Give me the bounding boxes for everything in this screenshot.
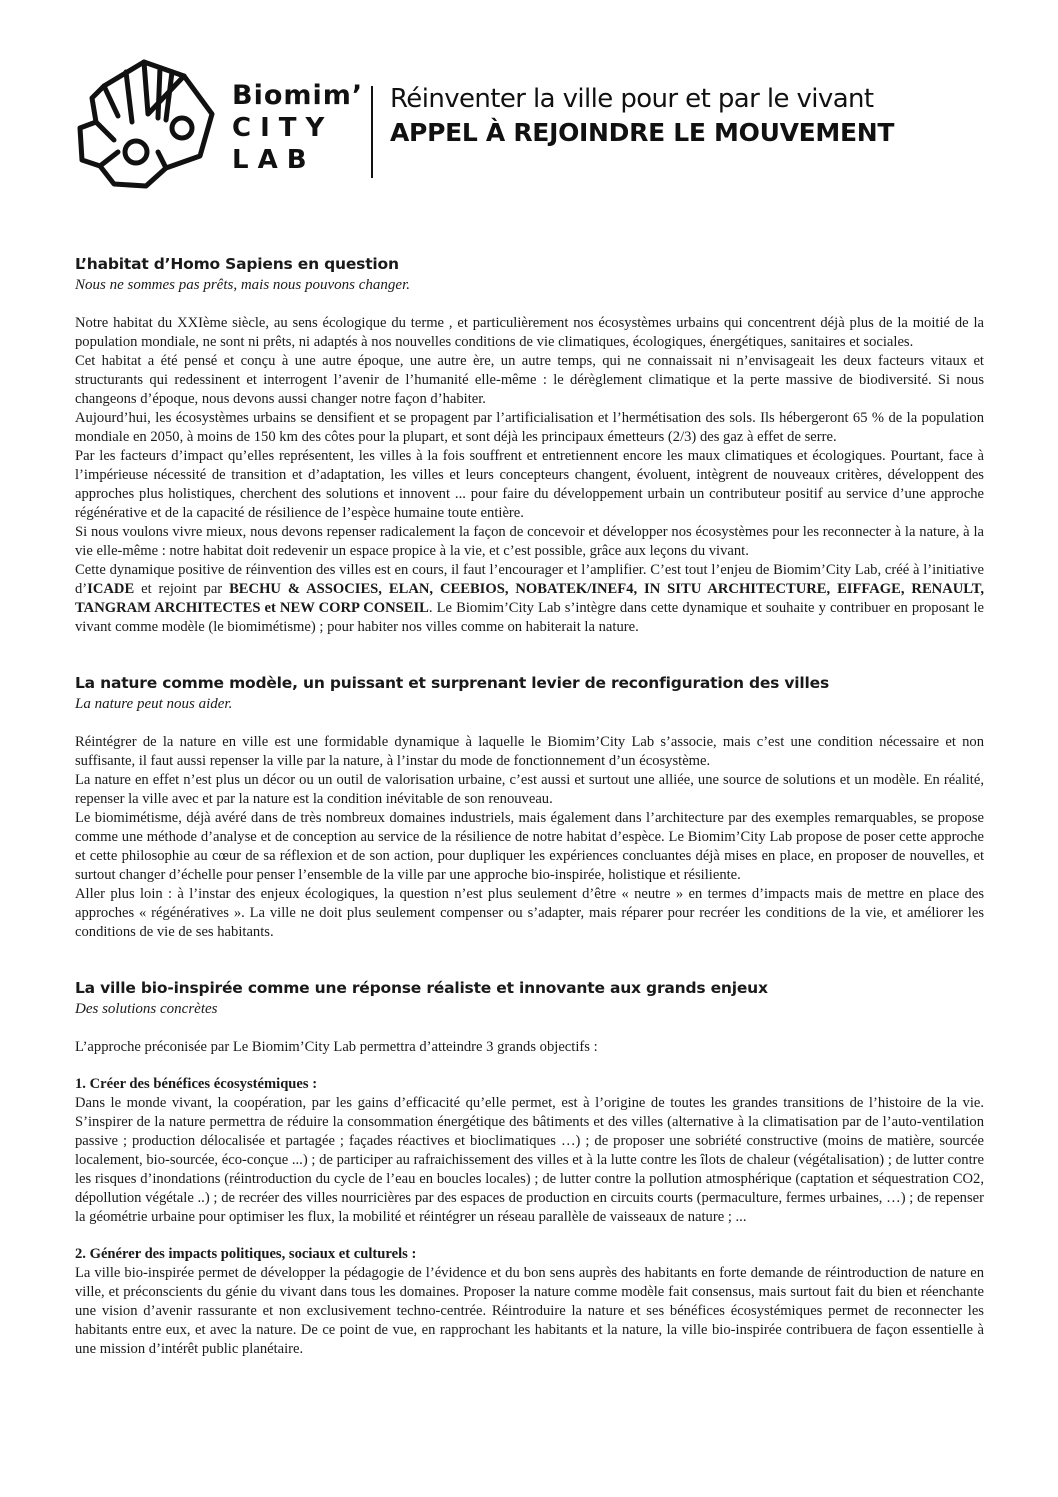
partner-list: BECHU & ASSOCIES, ELAN, CEEBIOS, NOBATEK/INEF4, IN SITU ARCHITECTURE, EIFFAGE, RENAULT, TANGRAM ARCHITECTES et NEW CORP CONSEIL [75,581,984,616]
paragraph: Aller plus loin : à l’instar des enjeux écologiques, la question n’est plus seulement d’être « neutre » en termes d’impacts mais de mettre en place des approches « régénératives ». La ville ne doit plus seulement compenser ou s’adapter, mais réparer pour recréer les conditions de la vie, et améliorer les conditions de vie de ses habitants. [75,886,984,940]
text-run: et rejoint par [134,581,230,597]
objective-2-text: La ville bio-inspirée permet de développer la pédagogie de l’évidence et du bon sens auprès des habitants en forte demande de réintroduction de nature en ville, et préconscients du génie du vivant dans tous les domaines. Proposer la nature comme modèle fait consensus, mais surtout fait du bien et réenchante une vision d’avenir rassurante et non exclusivement techno-centrée. Réintroduire la nature et ses bénéfices écosystémiques permet de reconnecter les habitants entre eux, et avec la nature. De ce point de vue, en rapprochant les habitants et la nature, la ville bio-inspirée contribuera de façon essentielle à une mission d’intérêt public planétaire. [75,1265,984,1357]
paragraph-partners [75,561,984,637]
paragraph: Cet habitat a été pensé et conçu à une autre époque, une autre ère, un autre temps, qui ne connaissait ni n’envisageait les deux facteurs vitaux et structurants qui redessinent et interrogent l’avenir de l’humanité elle-même : le dérèglement climatique et la perte massive de biodiversité. Si nous changeons d’époque, nous devons aussi changer notre façon d’habiter. [75,353,984,407]
page-title: Réinventer la ville pour et par le vivant [390,84,874,114]
section-heading: L’habitat d’Homo Sapiens en question [75,255,399,273]
section-subtitle: Des solutions concrètes [75,1001,218,1017]
text-run: . Le Biomim’City Lab s’intègre dans cette dynamique et souhaite y contribuer en proposant le vivant comme modèle (le biomimétisme) ; pour habiter nos villes comme on habiterait la nature. [75,600,985,635]
paragraph: Le biomimétisme, déjà avéré dans de très nombreux domaines industriels, mais également dans l’architecture par des exemples remarquables, se propose comme une méthode d’analyse et de conception au service de la résilience de notre habitat d’espèce. Le Biomim’City Lab propose de poser cette approche et cette philosophie au cœur de sa réflexion et de son action, pour dupliquer les expériences concluantes déjà mises en place, en proposer de nouvelles, et surtout changer d’échelle pour penser l’ensemble de la ville par une approche bio-inspirée, holistique et résiliente. [75,810,984,883]
logo-line-lab: LAB [232,145,316,175]
biomim-city-lab-logo-icon [74,56,224,196]
paragraph: Notre habitat du XXIème siècle, au sens écologique du terme , et particulièrement nos écosystèmes urbains qui concentrent déjà plus de la moitié de la population mondiale, ne sont ni prêts, ni adaptés à nos nouvelles conditions de vie climatiques, écologiques, énergétiques, sanitaires et sociales. [75,315,984,350]
header-divider [371,86,373,178]
section-heading: La ville bio-inspirée comme une réponse réaliste et innovante aux grands enjeux [75,979,768,997]
text-run: Cette dynamique positive de réinvention des villes est en cours, il faut l’encourager et l’amplifier. C’est tout l’enjeu de Biomim’City Lab, créé à l’initiative d’ [75,562,984,597]
logo-line-biomim: Biomim’ [232,80,364,111]
paragraph: Aujourd’hui, les écosystèmes urbains se densifient et se propagent par l’artificialisation et l’hermétisation des sols. Ils hébergeront 65 % de la population mondiale en 2050, à moins de 150 km des côtes pour la plupart, et sont déjà les principaux émetteurs (2/3) des gaz à effet de serre. [75,410,984,445]
paragraph-intro: L’approche préconisée par Le Biomim’City Lab permettra d’atteindre 3 grands objectifs : [75,1039,598,1055]
partner-icade: ICADE [87,581,135,597]
objective-1-text: Dans le monde vivant, la coopération, par les gains d’efficacité qu’elle permet, est à l’origine de toutes les grandes transitions de l’histoire de la vie. S’inspirer de la nature permettra de réduire la consommation énergétique des bâtiments et des villes (alternative à la climatisation par de l’auto-ventilation passive ; production délocalisée et partagée ; façades réactives et bioclimatiques …) ; de proposer une sobriété constructive (moins de matière, sourcée localement, bio-sourcée, éco-conçue ...) ; de participer au rafraichissement des villes et à la lutte contre les îlots de chaleur (végétalisation) ; de lutter contre les risques d’inondations (réintroduction du cycle de l’eau en boucles locales) ; de lutter contre la pollution atmosphérique (captation et séquestration CO2, dépollution végétale ..) ; de recréer des villes nourricières par des espaces de production en circuits courts (permaculture, fermes urbaines, …) ; de repenser la géométrie urbaine pour optimiser les flux, la mobilité et réintégrer un réseau parallèle de vaisseaux de nature ; ... [75,1095,984,1225]
paragraph: Par les facteurs d’impact qu’elles représentent, les villes à la fois souffrent et entretiennent encore les maux climatiques et écologiques. Pourtant, face à l’impérieuse nécessité de transition et d’adaptation, les villes et leurs concepteurs changent, évoluent, intègrent de nouveaux critères, développent des approches plus holistiques, cherchent des solutions et innovent ... pour faire du développement urbain un contributeur positif au service d’une approche régénérative et de la capacité de résilience de l’espèce humaine toute entière. [75,448,984,521]
paragraph: Réintégrer de la nature en ville est une formidable dynamique à laquelle le Biomim’City Lab s’associe, mais c’est une condition nécessaire et non suffisante, il faut aussi repenser la ville par la nature, à l’instar du mode de fonctionnement d’un écosystème. [75,734,984,769]
section-subtitle: Nous ne sommes pas prêts, mais nous pouvons changer. [75,277,410,293]
section-subtitle: La nature peut nous aider. [75,696,233,712]
logo-wordmark [232,80,363,176]
header [74,56,974,196]
section-heading: La nature comme modèle, un puissant et surprenant levier de reconfiguration des villes [75,674,829,692]
paragraph: Si nous voulons vivre mieux, nous devons repenser radicalement la façon de concevoir et développer nos écosystèmes pour les reconnecter à la nature, à la vie elle-même : notre habitat doit redevenir un espace propice à la vie, et c’est possible, grâce aux leçons du vivant. [75,524,984,559]
document-body [75,254,984,1386]
header-titles [390,82,894,150]
paragraph: La nature en effet n’est plus un décor ou un outil de valorisation urbaine, c’est aussi et surtout une alliée, une source de solutions et un modèle. En réalité, repenser la ville avec et par la nature est la condition inévitable de son renouveau. [75,772,984,807]
page-subtitle: APPEL À REJOINDRE LE MOUVEMENT [390,118,895,147]
objective-2-heading: 2. Générer des impacts politiques, sociaux et culturels : [75,1246,417,1262]
section-ville-bio-inspiree [75,978,984,1359]
objective-1-heading: 1. Créer des bénéfices écosystémiques : [75,1076,318,1092]
logo-line-city: CITY [232,113,334,143]
section-habitat [75,254,984,637]
section-nature-modele [75,673,984,942]
